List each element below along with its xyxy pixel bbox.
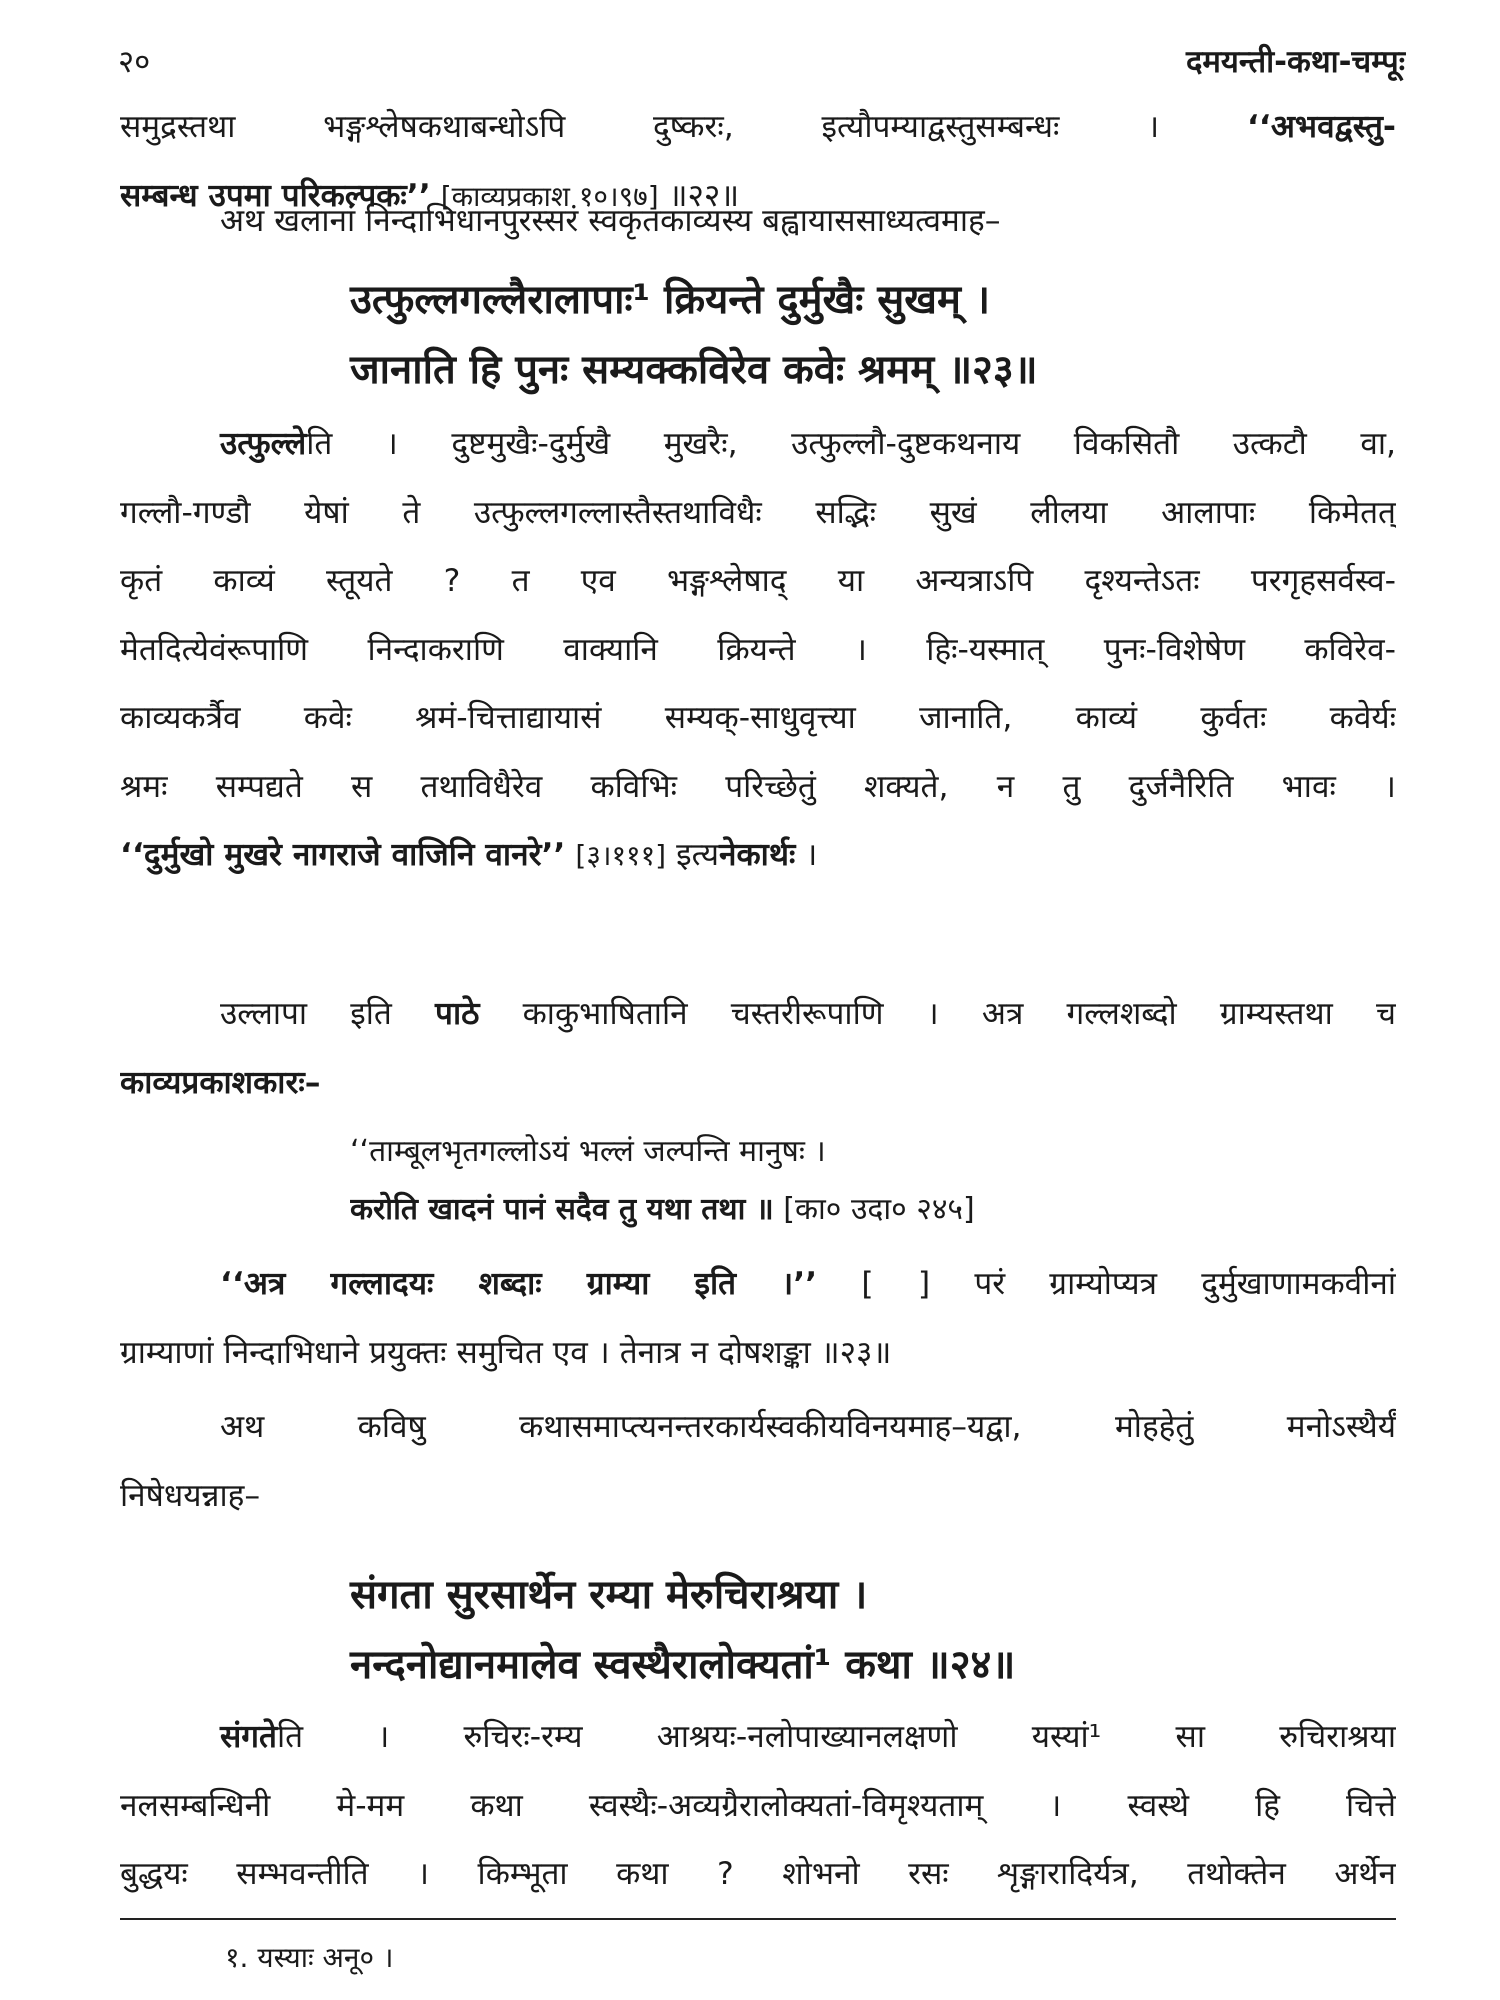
verse-23: [0, 265, 1500, 405]
text-line: समुद्रस्तथा भङ्गश्लेषकथाबन्धोऽपि दुष्करः, इत्यौपम्याद्वस्तुसम्बन्धः । ‘‘अभवद्वस्तु-: [120, 109, 1396, 145]
page-header: [118, 40, 1405, 100]
verse-24-introduction: [120, 1393, 1396, 1530]
text-line: ‘‘अत्र गल्लादयः शब्दाः ग्राम्या इति ।’’ [ ] परं ग्राम्योप्यत्र दुर्मुखाणामकवीनां: [220, 1266, 1396, 1302]
text-line: नलसम्बन्धिनी मे-मम कथा स्वस्थैः-अव्यग्रैरालोक्यतां-विमृश्यताम् । स्वस्थे हि चित्ते: [120, 1787, 1396, 1824]
text-line: काव्यकर्त्रैव कवेः श्रमं-चित्ताद्यायासं सम्यक्-साधुवृत्त्या जानाति, काव्यं कुर्वतः कवेर्यः: [120, 700, 1396, 736]
text-line: निषेधयन्नाह–: [120, 1477, 261, 1514]
ullapa-paragraph: [120, 980, 1396, 1117]
verse-line: उत्फुल्लगल्लैरालापाः¹ क्रियन्ते दुर्मुखैः सुखम् ।: [350, 277, 990, 323]
running-title: दमयन्ती-कथा-चम्पूः: [1185, 44, 1405, 80]
verse-23-introduction: [120, 187, 1396, 256]
citation: [३।१११]: [575, 839, 667, 872]
verse-line: करोति खादनं पानं सदैव तु यथा तथा ॥ [का० उदा० २४५]: [350, 1192, 975, 1227]
text-line: उल्लापा इति पाठे काकुभाषितानि चस्तरीरूपाणि । अत्र गल्लशब्दो ग्राम्यस्तथा च: [220, 996, 1396, 1032]
text-line: ग्राम्याणां निन्दाभिधाने प्रयुक्तः समुचित एव । तेनात्र न दोषशङ्का ॥२३॥: [120, 1334, 892, 1371]
text-line: ‘‘दुर्मुखो मुखरे नागराजे वाजिनि वानरे’’ [३।१११] इत्यनेकार्थः ।: [120, 837, 818, 873]
quoted-verse: [350, 1123, 1250, 1239]
text-line: काव्यप्रकाशकारः–: [120, 1064, 321, 1101]
verse-line: ‘‘ताम्बूलभृतगल्लोऽयं भल्लं जल्पन्ति मानुषः ।: [350, 1134, 826, 1169]
page-number: २०: [118, 44, 151, 80]
text-line: अथ कविषु कथासमाप्त्यनन्तरकार्यस्वकीयविनयमाह–यद्वा, मोहहेतुं मनोऽस्थैर्यं: [220, 1409, 1396, 1445]
verse-line: जानाति हि पुनः सम्यक्कविरेव कवेः श्रमम् ॥२३॥: [350, 347, 1038, 393]
text-line: सम्बन्ध उपमा परिकल्पकः’’ [काव्यप्रकाश १०।९७] ॥२२॥: [120, 177, 740, 214]
footnote: १. यस्याः अनू० ।: [225, 1941, 394, 1974]
text-line: अथ खलानां निन्दाभिधानपुरस्सरं स्वकृतकाव्यस्य बह्वायाससाध्यत्वमाह–: [220, 203, 1001, 239]
footnote-divider: [120, 1918, 1396, 1920]
verse-line: संगता सुरसार्थेन रम्या मेरुचिराश्रया ।: [350, 1572, 868, 1618]
text-line: मेतदित्येवंरूपाणि निन्दाकराणि वाक्यानि क्रियन्ते । हिः-यस्मात् पुनः-विशेषेण कविरेव-: [120, 631, 1396, 668]
text-line: बुद्धयः सम्भवन्तीति । किम्भूता कथा ? शोभनो रसः शृङ्गारादिर्यत्र, तथोक्तेन अर्थेन: [120, 1856, 1396, 1892]
text-line: कृतं काव्यं स्तूयते ? त एव भङ्गश्लेषाद् या अन्यत्राऽपि दृश्यन्तेऽतः परगृहसर्वस्व-: [120, 563, 1396, 599]
text-line: उत्फुल्लेति । दुष्टमुखैः-दुर्मुखै मुखरैः, उत्फुल्लौ-दुष्टकथनाय विकसितौ उत्कटौ वा,: [220, 426, 1396, 462]
text-line: गल्लौ-गण्डौ येषां ते उत्फुल्लगल्लास्तैस्तथाविधैः सद्भिः सुखं लीलया आलापाः किमेतत्: [120, 494, 1396, 531]
citation: [काव्यप्रकाश १०।९७]: [440, 179, 659, 213]
verse-24: [0, 1560, 1500, 1700]
text-line: श्रमः सम्पद्यते स तथाविधैरेव कविभिः परिच्छेतुं शक्यते, न तु दुर्जनैरिति भावः ।: [120, 768, 1396, 805]
citation: [का० उदा० २४५]: [783, 1192, 975, 1227]
commentary-23: [120, 410, 1396, 891]
atra-paragraph: [120, 1250, 1396, 1387]
verse-line: नन्दनोद्यानमालेव स्वस्थैरालोक्यतां¹ कथा ॥२४॥: [350, 1642, 1016, 1688]
text-line: संगतेति । रुचिरः-रम्य आश्रयः-नलोपाख्यानलक्षणो यस्यां¹ सा रुचिराश्रया: [220, 1719, 1396, 1755]
commentary-24: [120, 1703, 1396, 1909]
